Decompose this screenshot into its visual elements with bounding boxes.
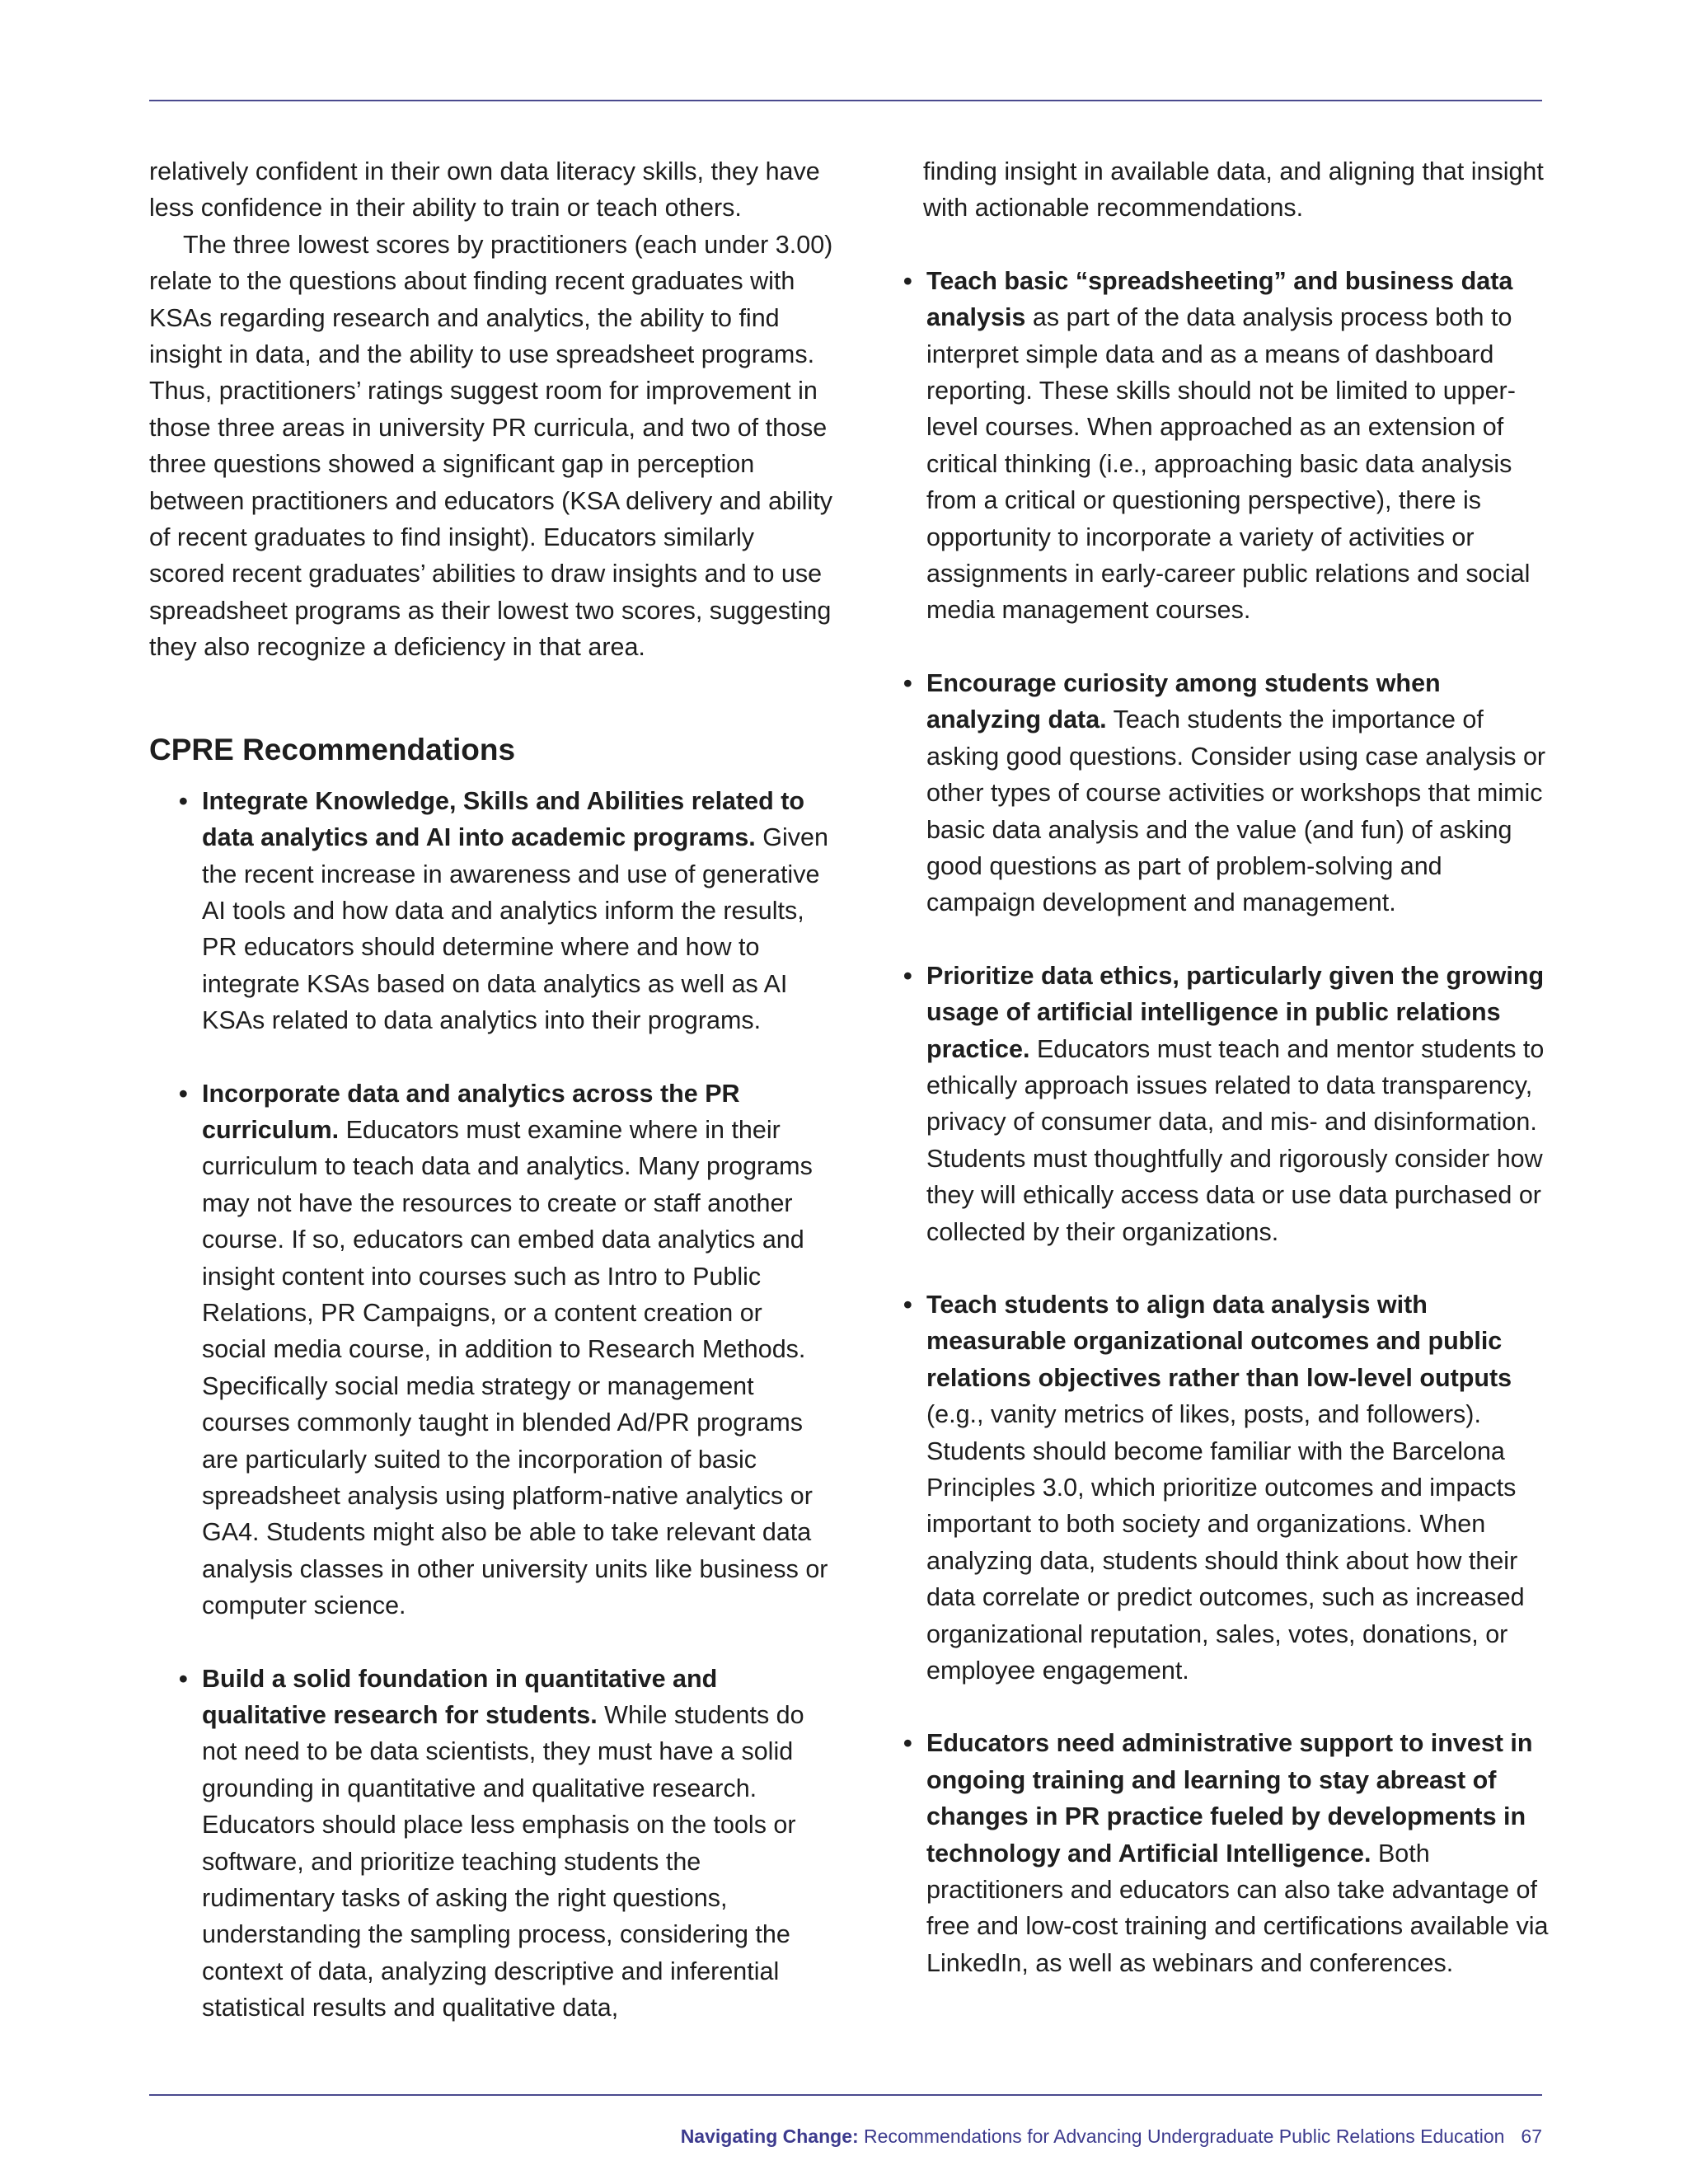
list-item [900, 958, 1551, 1250]
page-number: 67 [1521, 2125, 1542, 2147]
intro-paragraph: relatively confident in their own data literacy skills, they have less confidence in their ability to train or teach others. [149, 157, 820, 223]
recommendation-body: Teach students the importance of asking good questions. Consider using case analysis or other types of course activities or workshops that mimic basic data analysis and the value (and fun) of asking good questions as part of problem-solving and campaign development and management. [926, 705, 1546, 917]
footer-subtitle: Recommendations for Advancing Undergraduate Public Relations Education [858, 2125, 1505, 2147]
top-rule [149, 100, 1542, 101]
recommendation-body: Given the recent increase in awareness and use of generative AI tools and how data and analytics inform the results, PR educators should determine where and how to integrate KSAs based on data analytics as well as AI KSAs related to data analytics into their programs. [202, 823, 828, 1035]
list-item [900, 1725, 1551, 1981]
bullet-marker: • [903, 1290, 912, 1319]
bottom-rule [149, 2094, 1542, 2096]
recommendation-title: Educators need administrative support to invest in ongoing training and learning to stay abreast of changes in PR practice fueled by developments in technology and Artificial Intelligence. [926, 1729, 1533, 1868]
bullet-marker: • [903, 668, 912, 697]
recommendation-title: Integrate Knowledge, Skills and Abilities related to data analytics and AI into academic programs. [202, 786, 805, 852]
page-footer [681, 2123, 1542, 2149]
recommendations-list-right [900, 263, 1551, 1981]
bullet-marker: • [903, 266, 912, 295]
recommendation-title: Encourage curiosity among students when analyzing data. [926, 668, 1441, 734]
bullet-marker: • [903, 961, 912, 990]
bullet-marker: • [179, 1664, 188, 1693]
lowest-scores-paragraph: The three lowest scores by practitioners (each under 3.00) relate to the questions about finding recent graduates with KSAs regarding research and analytics, the ability to find insight in data, and the ability to use spreadsheet programs. Thus, practitioners’ ratings suggest room for improvement in those three areas in university PR curricula, and two of those three questions showed a significant gap in perception between practitioners and educators (KSA delivery and ability of recent graduates to find insight). Educators similarly scored recent graduates’ abilities to draw insights and to use spreadsheet programs as their lowest two scores, suggesting they also recognize a deficiency in that area. [149, 230, 833, 662]
section-heading: CPRE Recommendations [149, 732, 516, 766]
list-item [176, 1076, 833, 1624]
recommendation-title: Teach students to align data analysis with measurable organizational outcomes and public relations objectives rather than low-level outputs [926, 1290, 1512, 1392]
continuation-paragraph: finding insight in available data, and aligning that insight with actionable recommendations. [923, 157, 1544, 223]
recommendation-title: Teach basic “spreadsheeting” and business data analysis [926, 266, 1513, 332]
recommendation-title: Build a solid foundation in quantitative and qualitative research for students. [202, 1664, 718, 1730]
recommendation-title: Prioritize data ethics, particularly given the growing usage of artificial intelligence in public relations practice. [926, 961, 1545, 1063]
list-item [176, 1661, 833, 2027]
recommendations-list-left [176, 783, 833, 2027]
bullet-marker: • [179, 786, 188, 815]
recommendation-body: Both practitioners and educators can also take advantage of free and low-cost training and certifications available via LinkedIn, as well as webinars and conferences. [926, 1839, 1549, 1977]
bullet-marker: • [179, 1079, 188, 1108]
list-item [900, 263, 1551, 629]
list-item [900, 1286, 1551, 1689]
recommendation-title: Incorporate data and analytics across the PR curriculum. [202, 1079, 740, 1144]
list-item [176, 783, 833, 1039]
left-column [149, 153, 833, 2027]
recommendation-body: While students do not need to be data scientists, they must have a solid grounding in quantitative and qualitative research. Educators should place less emphasis on the tools or software, and prioritize teaching students the rudimentary tasks of asking the right questions, understanding the sampling process, considering the context of data, analyzing descriptive and inferential statistical results and qualitative data, [202, 1701, 804, 2022]
recommendation-body: (e.g., vanity metrics of likes, posts, and followers). Students should become familiar with the Barcelona Principles 3.0, which prioritize outcomes and impacts important to both society and organizations. When analyzing data, students should think about how their data correlate or predict outcomes, such as increased organizational reputation, sales, votes, donations, or employee engagement. [926, 1400, 1525, 1685]
footer-brand: Navigating Change: [680, 2125, 859, 2147]
list-item [900, 665, 1551, 921]
recommendation-body: Educators must teach and mentor students to ethically approach issues related to data transparency, privacy of consumer data, and mis- and disinformation. Students must thoughtfully and rigorously consider how they will ethically access data or use data purchased or collected by their organizations. [926, 1034, 1545, 1246]
recommendation-body: as part of the data analysis process both to interpret simple data and as a means of dashboard reporting. These skills should not be limited to upper-level courses. When approached as an extension of critical thinking (i.e., approaching basic data analysis from a critical or questioning perspective), there is opportunity to incorporate a variety of activities or assignments in early-career public relations and social media management courses. [926, 303, 1531, 625]
right-column [900, 153, 1551, 1981]
bullet-marker: • [903, 1729, 912, 1758]
recommendation-body: Educators must examine where in their curriculum to teach data and analytics. Many programs may not have the resources to create or staff another course. If so, educators can embed data analytics and insight content into courses such as Intro to Public Relations, PR Campaigns, or a content creation or social media course, in addition to Research Methods. Specifically social media strategy or management courses commonly taught in blended Ad/PR programs are particularly suited to the incorporation of basic spreadsheet analysis using platform-native analytics or GA4. Students might also be able to take relevant data analysis classes in other university units like business or computer science. [202, 1115, 828, 1620]
